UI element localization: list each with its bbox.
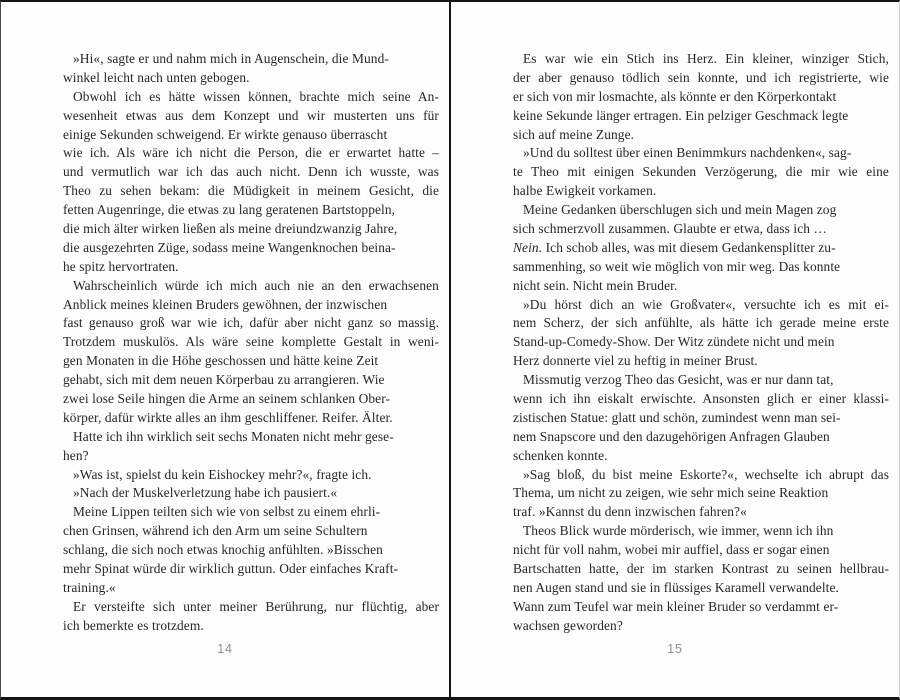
text-line [63,126,439,145]
text-line [513,390,889,409]
line-text: schlang, die sich noch etwas knochig anfühlten. »Bisschen [63,542,383,558]
page-number-left: 14 [217,642,233,656]
line-text: Stand-up-Comedy-Show. Der Witz zündete nicht und mein [513,334,835,350]
line-text: gen Monaten in die Höhe geschossen und hätte keine Zeit [63,353,379,369]
line-text: schenken konnte. [513,447,608,463]
text-line [63,617,439,636]
text-line [63,314,439,333]
paragraph [513,371,889,465]
text-line [63,598,439,617]
line-text: einige Sekunden schweigend. Er wirkte genauso überrascht [63,126,388,142]
text-line [513,598,889,617]
text-line [513,371,889,390]
line-text: wenn ich ihn eiskalt erwischte. Ansonsten glich er einer klassi- [513,391,889,407]
line-text: Wann zum Teufel war mein kleiner Bruder so verdammt er- [513,598,839,614]
text-line [63,484,439,503]
text-line [513,314,889,333]
line-text: nicht für voll nahm, wobei mir auffiel, dass er sogar einen [513,542,830,558]
line-text: fetten Augenringe, die etwas zu lang geratenen Bartstoppeln, [63,202,396,218]
paragraph [513,144,889,201]
text-line [63,107,439,126]
page-right-text [513,50,889,636]
text-line [63,466,439,485]
text-line [63,50,439,69]
line-text: nicht sein. Nicht mein Bruder. [513,277,678,293]
line-text: Wahrscheinlich würde ich mich auch nie an den erwachsenen [73,277,439,293]
line-text: Er versteifte sich unter meiner Berührung, nur flüchtig, aber [73,598,440,614]
line-text: zistischen Statue: glatt und schön, zumindest wenn man sei- [513,409,841,425]
text-line [513,409,889,428]
line-text: nem Scherz, der sich anfühlte, als hätte ich gerade meine erste [513,315,890,331]
text-line [63,447,439,466]
line-text: chen Grinsen, während ich den Arm um seine Schultern [63,523,368,539]
paragraph [513,50,889,144]
line-text: wachsen geworden? [513,617,623,633]
line-text: hen? [63,447,89,463]
text-line [513,50,889,69]
line-text: sich schmerzvoll zusammen. Glaubte er etwa, dass ich … [513,221,828,237]
paragraph [513,201,889,295]
text-line [513,107,889,126]
line-text: Theo zu sehen bekam: die Müdigkeit in meinem Gesicht, die [63,183,440,199]
text-line [63,352,439,371]
paragraph [63,50,439,88]
line-text: die ausgezehrten Züge, sodass meine Wangenknochen beina- [63,239,396,255]
text-line [63,333,439,352]
paragraph [63,88,439,277]
text-line [63,144,439,163]
text-line [63,560,439,579]
text-line [513,163,889,182]
text-line [513,617,889,636]
text-line [513,126,889,145]
line-text: und vermutlich war ich das auch nicht. Denn ich wusste, was [63,164,440,180]
line-text: Meine Lippen teilten sich wie von selbst zu einem ehrli- [73,504,381,520]
text-line [513,201,889,220]
line-text: der aber genauso tödlich sein konnte, und ich registrierte, wie [513,69,889,85]
line-text: te Theo mit einigen Sekunden Verzögerung, die mir wie eine [513,164,889,180]
line-text: »Nach der Muskelverletzung habe ich pausiert.« [73,485,338,501]
page-left [1,2,449,697]
paragraph [513,296,889,372]
line-text: »Hi«, sagte er und nahm mich in Augenschein, die Mund- [73,51,389,66]
text-line [63,220,439,239]
text-line [63,277,439,296]
line-text: Theos Blick wurde mörderisch, wie immer, wenn ich ihn [523,523,834,539]
text-line [513,560,889,579]
paragraph [63,277,439,428]
text-line [513,333,889,352]
text-line [63,201,439,220]
line-text: wie ich. Als wäre ich nicht die Person, die er erwartet hatte – [63,145,439,161]
text-line [513,277,889,296]
text-line [63,163,439,182]
line-text: »Sag bloß, du bist meine Eskorte?«, wechselte ich abrupt das [523,466,890,482]
paragraph [513,466,889,523]
text-line [513,503,889,522]
text-line [63,390,439,409]
line-text: »Was ist, spielst du kein Eishockey mehr?«, fragte ich. [73,466,372,482]
paragraph [63,484,439,503]
line-text: sich auf meine Zunge. [513,126,635,142]
line-text: Hatte ich ihn wirklich seit sechs Monaten nicht mehr gese- [73,428,394,444]
line-text: halbe Ewigkeit vorkamen. [513,183,657,199]
line-text: Trotzdem muskulös. Als wäre seine komplette Gestalt in weni- [63,334,440,350]
line-text: he spitz hervortraten. [63,258,179,274]
text-line [63,522,439,541]
line-text: wesenheit etwas aus dem Konzept und wir musterten uns für [63,107,439,123]
line-text: gehabt, sich mit dem neuen Körperbau zu arrangieren. Wie [63,372,385,388]
text-line [63,296,439,315]
regular-text: Ich schob alles, was mit diesem Gedankensplitter zu- [542,239,836,255]
line-text: winkel leicht nach unten gebogen. [63,69,250,85]
line-text: keine Sekunde länger ertragen. Ein pelziger Geschmack legte [513,107,849,123]
text-line [513,88,889,107]
line-text: Thema, um nicht zu zeigen, wie sehr mich seine Reaktion [513,485,829,501]
text-line [63,371,439,390]
text-line [513,258,889,277]
line-text: zwei lose Seile hingen die Arme an seinem schlanken Ober- [63,391,391,407]
line-text: Missmutig verzog Theo das Gesicht, was er nur dann tat, [523,372,834,388]
text-line [63,182,439,201]
line-text: »Du hörst dich an wie Großvater«, versuchte ich es mit ei- [523,296,889,312]
text-line [63,541,439,560]
text-line [513,296,889,315]
line-text: traf. »Kannst du denn inzwischen fahren?« [513,504,747,520]
text-line [63,409,439,428]
line-text [513,240,836,255]
italic-text: Nein. [513,239,543,255]
text-line [513,428,889,447]
text-line [63,88,439,107]
text-line [63,503,439,522]
text-line [513,522,889,541]
line-text: Meine Gedanken überschlugen sich und mein Magen zog [523,202,837,218]
paragraph [63,503,439,597]
text-line [513,239,889,258]
paragraph [63,466,439,485]
line-text: training.« [63,579,116,595]
text-line [513,579,889,598]
line-text: Anblick meines kleinen Bruders gewöhnen, der inzwischen [63,296,388,312]
line-text: körper, dafür wirkte alles an ihm geschliffener. Reifer. Älter. [63,409,393,425]
line-text: »Und du solltest über einen Benimmkurs nachdenken«, sag- [523,145,852,161]
text-line [63,239,439,258]
text-line [513,144,889,163]
text-line [513,466,889,485]
line-text: die mich älter wirken ließen als meine dreiundzwanzig Jahre, [63,221,398,237]
text-line [513,352,889,371]
text-line [513,69,889,88]
line-text: Es war wie ein Stich ins Herz. Ein kleiner, winziger Stich, [523,51,889,66]
text-line [63,258,439,277]
line-text: nem Snapscore und den dazugehörigen Anfragen Glauben [513,428,830,444]
line-text: Herz donnerte viel zu heftig in meiner Brust. [513,353,758,369]
paragraph [63,598,439,636]
line-text: sammenhing, so weit wie möglich von mir weg. Das konnte [513,258,841,274]
paragraph [63,428,439,466]
paragraph [513,522,889,635]
line-text: ich bemerkte es trotzdem. [63,617,204,633]
page-left-text [63,50,439,636]
line-text: mehr Spinat würde dir wirklich guttun. Oder einfaches Kraft- [63,561,399,577]
page-number-right: 15 [667,642,683,656]
line-text: Bartschatten hatte, der im starken Kontrast zu seinen hellbrau- [513,561,890,577]
text-line [513,484,889,503]
line-text: fast genauso groß war wie ich, dafür aber nicht ganz so massig. [63,315,440,331]
text-line [513,182,889,201]
text-line [63,428,439,447]
line-text: nen Augen stand und sie in flüssiges Karamell verwandelte. [513,579,839,595]
page-right [451,2,899,697]
line-text: Obwohl ich es hätte wissen können, brachte mich seine An- [73,88,440,104]
text-line [513,541,889,560]
text-line [513,220,889,239]
line-text: er sich von mir losmachte, als könnte er den Körperkontakt [513,88,837,104]
text-line [513,447,889,466]
text-line [63,579,439,598]
text-line [63,69,439,88]
